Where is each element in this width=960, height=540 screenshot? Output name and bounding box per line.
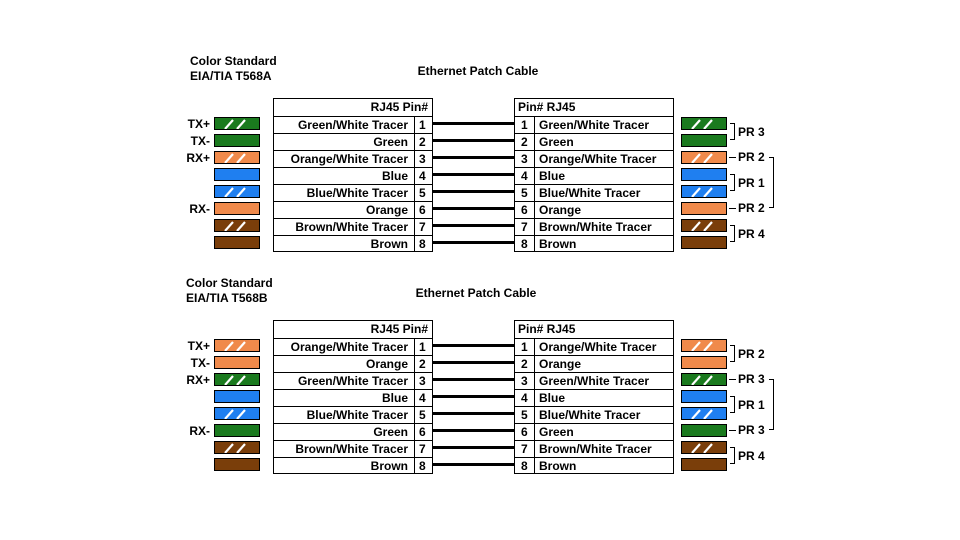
cable-title: Ethernet Patch Cable: [417, 64, 539, 78]
left-color-swatch: [214, 236, 260, 249]
left-color-swatch: [214, 424, 260, 437]
left-color-swatch: [214, 151, 260, 164]
right-color-swatch: [681, 185, 727, 198]
wire-color-label: Brown/White Tracer: [295, 442, 408, 456]
table-row: [515, 457, 673, 474]
signal-label: RX-: [189, 202, 210, 216]
table-row: [515, 116, 673, 133]
table-row: [515, 423, 673, 440]
left-color-swatch: [214, 373, 260, 386]
table-row: [515, 184, 673, 201]
pair-label-middle: PR 1: [738, 175, 765, 190]
pair-label-split: PR 2: [738, 150, 765, 164]
pin-number: 1: [419, 118, 426, 132]
left-header-label: RJ45 Pin#: [370, 322, 428, 336]
pin-number: 2: [419, 135, 426, 149]
pin-number: 2: [521, 357, 528, 371]
patch-wire: [433, 412, 514, 415]
tracer-stripe: [237, 222, 245, 231]
standard-name: Color Standard: [190, 54, 277, 68]
wire-color-label: Brown/White Tracer: [295, 220, 408, 234]
wire-color-label: Blue/White Tracer: [539, 408, 641, 422]
wire-color-label: Green: [373, 135, 408, 149]
left-color-swatch: [214, 356, 260, 369]
tracer-stripes: [215, 340, 260, 352]
tracer-stripe: [704, 154, 712, 163]
pair-label-split: PR 2: [738, 201, 765, 215]
right-color-swatch: [681, 373, 727, 386]
tracer-stripe: [237, 154, 245, 163]
pin-number: 5: [419, 186, 426, 200]
right-color-swatch: [681, 168, 727, 181]
tracer-stripes: [682, 442, 727, 454]
wire-color-label: Blue: [539, 391, 566, 405]
tracer-stripes: [682, 340, 727, 352]
wire-color-label: Green/White Tracer: [297, 118, 408, 132]
tracer-stripe: [237, 342, 245, 351]
tracer-stripe: [704, 444, 712, 453]
wire-color-label: Blue: [539, 169, 566, 183]
pair-bracket-bottom: [730, 447, 735, 464]
left-color-swatch: [214, 134, 260, 147]
pin-number: 2: [419, 357, 426, 371]
table-row: [274, 372, 432, 389]
pin-number: 5: [521, 408, 528, 422]
split-connector: [729, 157, 736, 158]
right-color-swatch: [681, 424, 727, 437]
right-color-swatch: [681, 441, 727, 454]
pin-number: 6: [419, 425, 426, 439]
right-color-swatch: [681, 339, 727, 352]
tracer-stripe: [225, 444, 233, 453]
patch-wire: [433, 344, 514, 347]
left-color-swatch: [214, 339, 260, 352]
tracer-stripe: [237, 376, 245, 385]
tracer-stripes: [215, 442, 260, 454]
signal-label: RX-: [189, 424, 210, 438]
patch-wire: [433, 395, 514, 398]
table-row: [515, 167, 673, 184]
pin-number: 1: [521, 118, 528, 132]
right-color-swatch: [681, 151, 727, 164]
right-pin-table: [514, 320, 674, 474]
table-row: [274, 389, 432, 406]
right-pin-table: [514, 98, 674, 252]
patch-wire: [433, 156, 514, 159]
pin-number: 8: [419, 237, 426, 251]
patch-wire: [433, 446, 514, 449]
patch-wire: [433, 378, 514, 381]
left-color-swatch: [214, 202, 260, 215]
tracer-stripe: [225, 154, 233, 163]
patch-wire: [433, 429, 514, 432]
standard-code: EIA/TIA T568A: [190, 69, 272, 83]
pair-bracket-split: [769, 157, 774, 208]
table-row: [515, 133, 673, 150]
pair-label-bottom: PR 4: [738, 448, 765, 463]
split-connector: [729, 208, 736, 209]
tracer-stripe: [692, 222, 700, 231]
right-color-swatch: [681, 407, 727, 420]
pin-number: 4: [521, 169, 528, 183]
table-row: [515, 389, 673, 406]
signal-label: TX-: [190, 356, 210, 370]
wire-color-label: Orange: [539, 357, 582, 371]
standard-label: [190, 54, 277, 84]
signal-label: TX+: [187, 339, 210, 353]
wire-color-label: Brown/White Tracer: [539, 220, 652, 234]
table-row: [515, 218, 673, 235]
tracer-stripes: [215, 374, 260, 386]
pin-number: 4: [419, 391, 426, 405]
tracer-stripes: [215, 186, 260, 198]
tracer-stripe: [237, 120, 245, 129]
table-row: [515, 235, 673, 252]
pin-number: 8: [521, 459, 528, 473]
wire-color-label: Brown/White Tracer: [539, 442, 652, 456]
table-row: [515, 338, 673, 355]
right-color-swatch: [681, 202, 727, 215]
pin-number: 6: [521, 203, 528, 217]
right-color-swatch: [681, 390, 727, 403]
wire-color-label: Green: [373, 425, 408, 439]
left-color-swatch: [214, 117, 260, 130]
pair-label-top: PR 3: [738, 124, 765, 139]
left-color-swatch: [214, 458, 260, 471]
right-color-swatch: [681, 117, 727, 130]
pin-number: 2: [521, 135, 528, 149]
tracer-stripe: [237, 444, 245, 453]
left-header-label: RJ45 Pin#: [370, 100, 428, 114]
table-row: [515, 201, 673, 218]
table-row: [274, 201, 432, 218]
tracer-stripes: [215, 118, 260, 130]
pin-number: 5: [419, 408, 426, 422]
tracer-stripes: [682, 220, 727, 232]
left-pin-table: [273, 320, 433, 474]
tracer-stripes: [682, 408, 727, 420]
tracer-stripe: [692, 154, 700, 163]
wire-color-label: Brown: [539, 459, 577, 473]
tracer-stripe: [704, 410, 712, 419]
right-header-label: Pin# RJ45: [518, 322, 576, 336]
pair-bracket-top: [730, 123, 735, 140]
table-row: [274, 184, 432, 201]
right-table-header: [515, 321, 673, 338]
pair-bracket-split: [769, 379, 774, 430]
tracer-stripe: [225, 342, 233, 351]
patch-wire: [433, 241, 514, 244]
pair-label-split: PR 3: [738, 372, 765, 386]
tracer-stripe: [692, 410, 700, 419]
table-row: [274, 116, 432, 133]
pin-number: 7: [521, 220, 528, 234]
pin-number: 6: [521, 425, 528, 439]
pin-number: 6: [419, 203, 426, 217]
pair-bracket-top: [730, 345, 735, 362]
patch-wire: [433, 463, 514, 466]
right-color-swatch: [681, 236, 727, 249]
right-color-swatch: [681, 458, 727, 471]
table-row: [515, 355, 673, 372]
cable-title: Ethernet Patch Cable: [415, 286, 537, 300]
table-row: [274, 133, 432, 150]
left-color-swatch: [214, 219, 260, 232]
pair-label-middle: PR 1: [738, 397, 765, 412]
wire-color-label: Orange/White Tracer: [539, 340, 657, 354]
wire-color-label: Orange: [365, 357, 408, 371]
wire-color-label: Blue/White Tracer: [306, 408, 408, 422]
table-row: [515, 440, 673, 457]
left-color-swatch: [214, 185, 260, 198]
pin-number: 1: [419, 340, 426, 354]
table-row: [274, 235, 432, 252]
table-row: [274, 406, 432, 423]
tracer-stripe: [704, 222, 712, 231]
pin-number: 7: [419, 220, 426, 234]
patch-wire: [433, 139, 514, 142]
left-color-swatch: [214, 441, 260, 454]
tracer-stripes: [682, 152, 727, 164]
pair-label-split: PR 3: [738, 423, 765, 437]
wire-color-label: Brown: [370, 459, 408, 473]
pair-bracket-middle: [730, 174, 735, 191]
pin-number: 3: [521, 152, 528, 166]
table-row: [274, 440, 432, 457]
standard-label: [186, 276, 273, 306]
split-connector: [729, 430, 736, 431]
pair-label-bottom: PR 4: [738, 226, 765, 241]
tracer-stripe: [692, 376, 700, 385]
table-row: [274, 423, 432, 440]
left-pin-table: [273, 98, 433, 252]
wire-color-label: Orange/White Tracer: [290, 152, 408, 166]
tracer-stripe: [237, 188, 245, 197]
tracer-stripes: [215, 152, 260, 164]
tracer-stripes: [215, 220, 260, 232]
wire-color-label: Blue: [381, 391, 408, 405]
tracer-stripe: [692, 188, 700, 197]
table-row: [515, 150, 673, 167]
tracer-stripe: [704, 188, 712, 197]
wire-color-label: Orange: [539, 203, 582, 217]
table-row: [274, 338, 432, 355]
table-row: [274, 457, 432, 474]
table-row: [515, 406, 673, 423]
pair-bracket-middle: [730, 396, 735, 413]
table-row: [274, 167, 432, 184]
wire-color-label: Orange: [365, 203, 408, 217]
pin-number: 3: [419, 374, 426, 388]
right-color-swatch: [681, 356, 727, 369]
right-color-swatch: [681, 219, 727, 232]
right-header-label: Pin# RJ45: [518, 100, 576, 114]
tracer-stripe: [225, 120, 233, 129]
tracer-stripe: [692, 342, 700, 351]
right-color-swatch: [681, 134, 727, 147]
table-row: [274, 355, 432, 372]
tracer-stripe: [225, 222, 233, 231]
tracer-stripe: [692, 120, 700, 129]
wire-color-label: Green/White Tracer: [297, 374, 408, 388]
tracer-stripes: [682, 118, 727, 130]
wire-color-label: Green: [539, 135, 574, 149]
left-color-swatch: [214, 168, 260, 181]
tracer-stripe: [692, 444, 700, 453]
pin-number: 7: [521, 442, 528, 456]
signal-label: RX+: [186, 373, 210, 387]
pin-number: 3: [521, 374, 528, 388]
pair-label-top: PR 2: [738, 346, 765, 361]
split-connector: [729, 379, 736, 380]
patch-wire: [433, 207, 514, 210]
patch-wire: [433, 190, 514, 193]
pin-number: 4: [521, 391, 528, 405]
pin-number: 5: [521, 186, 528, 200]
tracer-stripe: [225, 376, 233, 385]
patch-wire: [433, 361, 514, 364]
wire-color-label: Orange/White Tracer: [290, 340, 408, 354]
wire-color-label: Green/White Tracer: [539, 118, 650, 132]
table-row: [274, 150, 432, 167]
tracer-stripes: [215, 408, 260, 420]
signal-label: TX+: [187, 117, 210, 131]
signal-label: RX+: [186, 151, 210, 165]
tracer-stripe: [225, 188, 233, 197]
left-table-header: [274, 321, 432, 338]
pin-number: 3: [419, 152, 426, 166]
left-color-swatch: [214, 407, 260, 420]
wire-color-label: Brown: [370, 237, 408, 251]
right-table-header: [515, 99, 673, 116]
tracer-stripe: [704, 120, 712, 129]
tracer-stripe: [704, 376, 712, 385]
wire-color-label: Blue/White Tracer: [539, 186, 641, 200]
signal-label: TX-: [190, 134, 210, 148]
tracer-stripe: [225, 410, 233, 419]
left-table-header: [274, 99, 432, 116]
tracer-stripe: [237, 410, 245, 419]
wire-color-label: Green/White Tracer: [539, 374, 650, 388]
table-row: [274, 218, 432, 235]
pin-number: 8: [419, 459, 426, 473]
patch-wire: [433, 224, 514, 227]
wire-color-label: Orange/White Tracer: [539, 152, 657, 166]
pin-number: 1: [521, 340, 528, 354]
pin-number: 8: [521, 237, 528, 251]
standard-code: EIA/TIA T568B: [186, 291, 268, 305]
table-row: [515, 372, 673, 389]
patch-wire: [433, 173, 514, 176]
tracer-stripes: [682, 186, 727, 198]
pair-bracket-bottom: [730, 225, 735, 242]
pin-number: 4: [419, 169, 426, 183]
wire-color-label: Blue: [381, 169, 408, 183]
pin-number: 7: [419, 442, 426, 456]
tracer-stripes: [682, 374, 727, 386]
wire-color-label: Blue/White Tracer: [306, 186, 408, 200]
standard-name: Color Standard: [186, 276, 273, 290]
left-color-swatch: [214, 390, 260, 403]
patch-wire: [433, 122, 514, 125]
tracer-stripe: [704, 342, 712, 351]
wire-color-label: Green: [539, 425, 574, 439]
wire-color-label: Brown: [539, 237, 577, 251]
